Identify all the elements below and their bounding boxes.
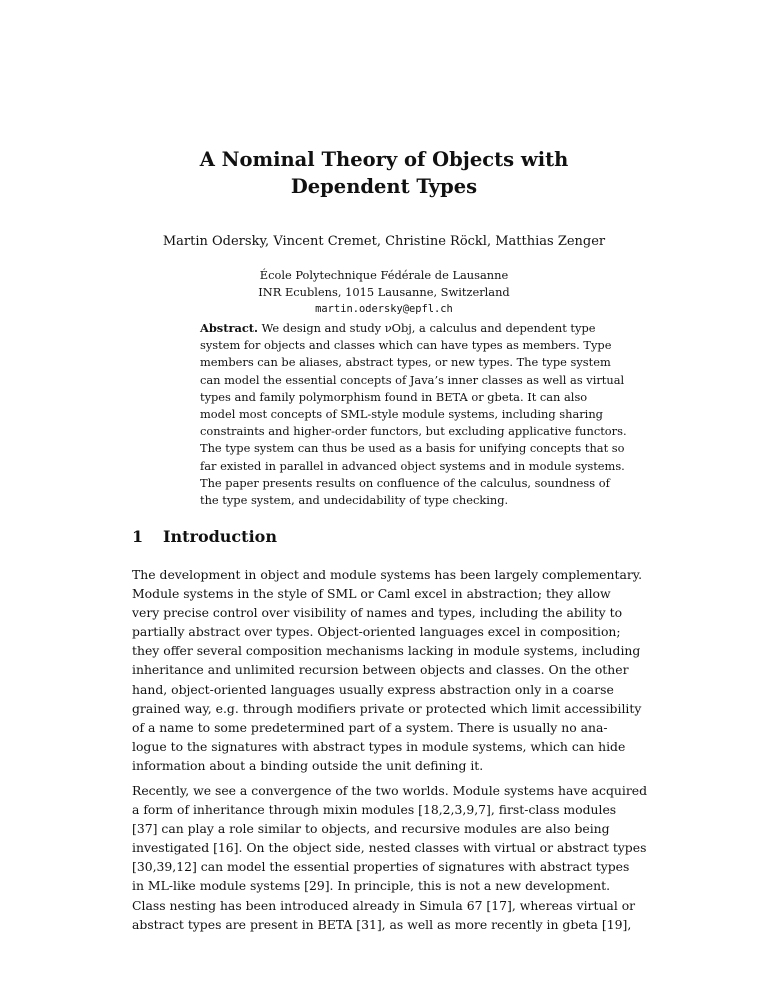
body-line: a form of inheritance through mixin modules [18,2,3,9,7], first-class modules bbox=[132, 802, 617, 818]
author-list: Martin Odersky, Vincent Cremet, Christine Röckl, Matthias Zenger bbox=[162, 234, 606, 249]
abstract-line: system for objects and classes which can have types as members. Type bbox=[200, 338, 612, 353]
body-line: of a name to some predetermined part of a system. There is usually no ana- bbox=[132, 719, 608, 735]
affiliation bbox=[200, 267, 568, 318]
body-line: very precise control over visibility of names and types, including the ability to bbox=[132, 605, 623, 621]
author-email: martin.odersky@epfl.ch bbox=[315, 303, 453, 315]
body-line: Class nesting has been introduced already in Simula 67 [17], whereas virtual or bbox=[132, 897, 636, 913]
body-line: in ML-like module systems [29]. In principle, this is not a new development. bbox=[132, 878, 611, 894]
institution: École Polytechnique Fédérale de Lausanne bbox=[259, 268, 509, 282]
abstract-line: constraints and higher-order functors, but excluding applicative functors. bbox=[200, 424, 627, 439]
body-line: Module systems in the style of SML or Caml excel in abstraction; they allow bbox=[132, 586, 611, 602]
body-line: logue to the signatures with abstract types in module systems, which can hide bbox=[132, 738, 626, 754]
abstract-line: members can be aliases, abstract types, or new types. The type system bbox=[200, 355, 611, 370]
body-line: [37] can play a role similar to objects, and recursive modules are also being bbox=[132, 821, 610, 837]
body-line: abstract types are present in BETA [31], as well as more recently in gbeta [19], bbox=[132, 916, 632, 932]
body-line: information about a binding outside the unit defining it. bbox=[132, 757, 484, 773]
body-line: The development in object and module systems has been largely complementary. bbox=[132, 567, 643, 582]
abstract-line: The type system can thus be used as a basis for unifying concepts that so bbox=[200, 441, 625, 456]
abstract-line: the type system, and undecidability of type checking. bbox=[200, 493, 509, 508]
abstract-line: The paper presents results on confluence of the calculus, soundness of bbox=[200, 475, 610, 490]
intro-paragraph-1 bbox=[132, 565, 643, 775]
abstract-line: types and family polymorphism found in BETA or gbeta. It can also bbox=[200, 389, 588, 404]
abstract-line: model most concepts of SML-style module systems, including sharing bbox=[200, 407, 603, 422]
body-line: grained way, e.g. through modifiers private or protected which limit accessibility bbox=[132, 700, 642, 716]
body-line: partially abstract over types. Object-oriented languages excel in composition; bbox=[132, 624, 621, 640]
body-line: investigated [16]. On the object side, nested classes with virtual or abstract types bbox=[132, 840, 647, 856]
body-line: [30,39,12] can model the essential properties of signatures with abstract types bbox=[132, 859, 630, 875]
section-heading bbox=[132, 527, 277, 546]
title-line-2: Dependent Types bbox=[290, 175, 478, 198]
body-line: they offer several composition mechanisms lacking in module systems, including bbox=[132, 643, 641, 659]
section-title: Introduction bbox=[163, 527, 277, 546]
intro-paragraph-2 bbox=[132, 781, 648, 934]
abstract-line: can model the essential concepts of Java’s inner classes as well as virtual bbox=[200, 372, 625, 387]
abstract-line: far existed in parallel in advanced object systems and in module systems. bbox=[200, 458, 625, 473]
address: INR Ecublens, 1015 Lausanne, Switzerland bbox=[258, 285, 510, 299]
abstract bbox=[200, 320, 627, 509]
title-line-1: A Nominal Theory of Objects with bbox=[199, 148, 569, 171]
body-line: Recently, we see a convergence of the two worlds. Module systems have acquired bbox=[132, 783, 648, 798]
abstract-line bbox=[200, 320, 596, 337]
abstract-line-0: We design and study νObj, a calculus and dependent type bbox=[258, 321, 596, 335]
body-line: hand, object-oriented languages usually express abstraction only in a coarse bbox=[132, 681, 614, 697]
paper-title bbox=[150, 146, 618, 200]
body-line: inheritance and unlimited recursion between objects and classes. On the other bbox=[132, 662, 629, 678]
section-number: 1 bbox=[132, 527, 144, 546]
abstract-label: Abstract. bbox=[200, 321, 259, 335]
